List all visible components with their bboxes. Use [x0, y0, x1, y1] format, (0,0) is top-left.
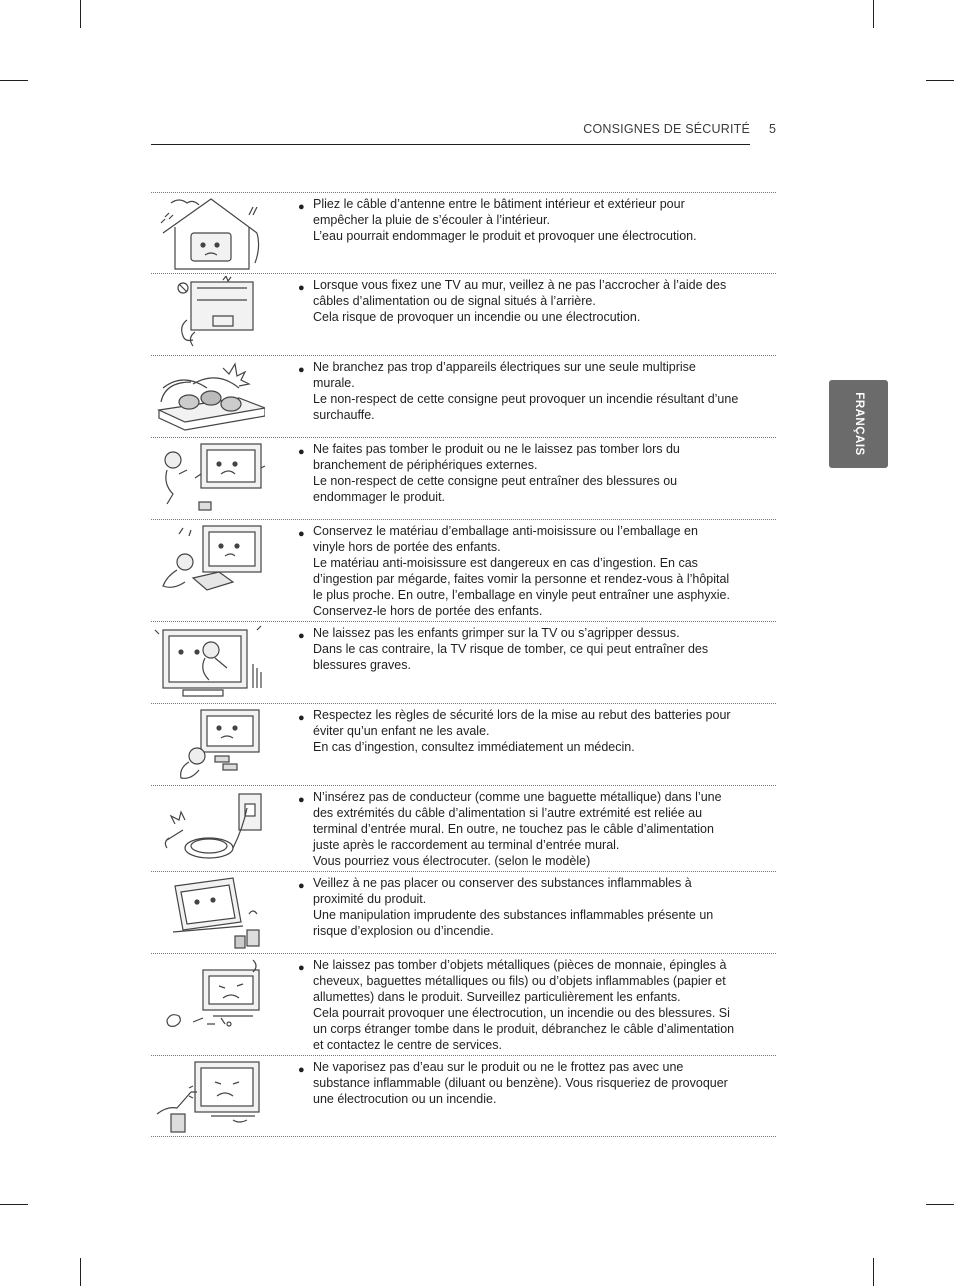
- crop-mark: [926, 1204, 954, 1205]
- item-text: Ne vaporisez pas d’eau sur le produit ou ne le frottez pas avec une substance inflammable (diluant ou benzène). Vous risqueriez de provoquer une électrocution ou un incendie.: [313, 1060, 728, 1106]
- overloaded-power-strip-illustration: [153, 358, 265, 435]
- crop-mark: [926, 80, 954, 81]
- water-spray-illustration: [153, 1058, 265, 1135]
- list-item: [151, 192, 776, 273]
- tv-falling-illustration: [153, 440, 265, 517]
- list-item: [151, 437, 776, 519]
- item-text: Ne branchez pas trop d’appareils électriques sur une seule multiprise murale. Le non-respect de cette consigne peut provoquer un incendie résultant d’une surchauffe.: [313, 360, 739, 422]
- bullet: ●: [298, 1064, 305, 1076]
- bullet: ●: [298, 962, 305, 974]
- metal-objects-illustration: [153, 956, 265, 1033]
- item-text: Conservez le matériau d’emballage anti-moisissure ou l’emballage en vinyle hors de portée des enfants. Le matériau anti-moisissure est dangereux en cas d’ingestion. En cas d’ingestion par mégarde, faites vomir la personne et rendez-vous à l’hôpital le plus proche. En outre, l’emballage en vinyle peut entraîner une asphyxie. Conservez-le hors de portée des enfants.: [313, 524, 730, 618]
- list-item: [151, 703, 776, 785]
- battery-child-illustration: [153, 706, 265, 783]
- power-cable-conductor-illustration: [153, 788, 265, 865]
- list-item: [151, 785, 776, 871]
- bullet: ●: [298, 630, 305, 642]
- bullet: ●: [298, 201, 305, 213]
- page-header: [151, 122, 750, 145]
- bullet: ●: [298, 794, 305, 806]
- child-climbing-tv-illustration: [153, 624, 265, 701]
- packaging-child-illustration: [153, 522, 265, 599]
- list-item: [151, 871, 776, 953]
- bullet: ●: [298, 712, 305, 724]
- list-item: [151, 953, 776, 1055]
- item-text: Veillez à ne pas placer ou conserver des substances inflammables à proximité du produit. Une manipulation imprudente des substances inflammables présente un risque d’explosion ou d’incendie.: [313, 876, 714, 938]
- flammable-substances-illustration: [153, 874, 265, 951]
- list-item: [151, 355, 776, 437]
- list-item: [151, 1055, 776, 1137]
- bullet: ●: [298, 446, 305, 458]
- crop-mark: [80, 0, 81, 28]
- page-number: 5: [769, 122, 776, 136]
- language-tab-label: FRANÇAIS: [852, 392, 865, 456]
- crop-mark: [873, 0, 874, 28]
- language-tab: [829, 380, 888, 468]
- bullet: ●: [298, 880, 305, 892]
- list-item: [151, 519, 776, 621]
- list-item: [151, 273, 776, 355]
- crop-mark: [0, 80, 28, 81]
- item-text: Lorsque vous fixez une TV au mur, veillez à ne pas l’accrocher à l’aide des câbles d’alimentation ou de signal situés à l’arrière. Cela risque de provoquer un incendie ou une électrocution.: [313, 278, 727, 324]
- crop-mark: [873, 1258, 874, 1286]
- section-title: CONSIGNES DE SÉCURITÉ: [583, 122, 750, 136]
- crop-mark: [80, 1258, 81, 1286]
- item-text: Pliez le câble d’antenne entre le bâtiment intérieur et extérieur pour empêcher la pluie de s’écouler à l’intérieur. L’eau pourrait endommager le produit et provoquer une électrocution.: [313, 197, 697, 243]
- safety-list: [151, 192, 776, 1137]
- antenna-house-illustration: [153, 195, 265, 272]
- item-text: Ne laissez pas tomber d’objets métalliques (pièces de monnaie, épingles à cheveux, baguettes métalliques ou fils) ou d’objets inflammables (papier et allumettes) dans le produit. Surveillez particulièrement les enfants. Cela pourrait provoquer une électrocution, un incendie ou des blessures. Si un corps étranger tombe dans le produit, débranchez le câble d’alimentation et contactez le centre de services.: [313, 958, 735, 1052]
- item-text: Ne laissez pas les enfants grimper sur la TV ou s’agripper dessus. Dans le cas contraire, la TV risque de tomber, ce qui peut entraîner des blessures graves.: [313, 626, 709, 672]
- list-item: [151, 621, 776, 703]
- item-text: Respectez les règles de sécurité lors de la mise au rebut des batteries pour éviter qu’un enfant ne les avale. En cas d’ingestion, consultez immédiatement un médecin.: [313, 708, 731, 754]
- bullet: ●: [298, 528, 305, 540]
- crop-mark: [0, 1204, 28, 1205]
- item-text: Ne faites pas tomber le produit ou ne le laissez pas tomber lors du branchement de périphériques externes. Le non-respect de cette consigne peut entraîner des blessures ou endommager le produit.: [313, 442, 680, 504]
- item-text: N’insérez pas de conducteur (comme une baguette métallique) dans l’une des extrémités du câble d’alimentation si l’autre extrémité est reliée au terminal d’entrée mural. En outre, ne touchez pas le câble d’alimentation juste après le raccordement au terminal d’entrée mural. Vous pourriez vous électrocuter. (selon le modèle): [313, 790, 722, 868]
- bullet: ●: [298, 282, 305, 294]
- wall-mount-cable-illustration: [153, 276, 265, 353]
- bullet: ●: [298, 364, 305, 376]
